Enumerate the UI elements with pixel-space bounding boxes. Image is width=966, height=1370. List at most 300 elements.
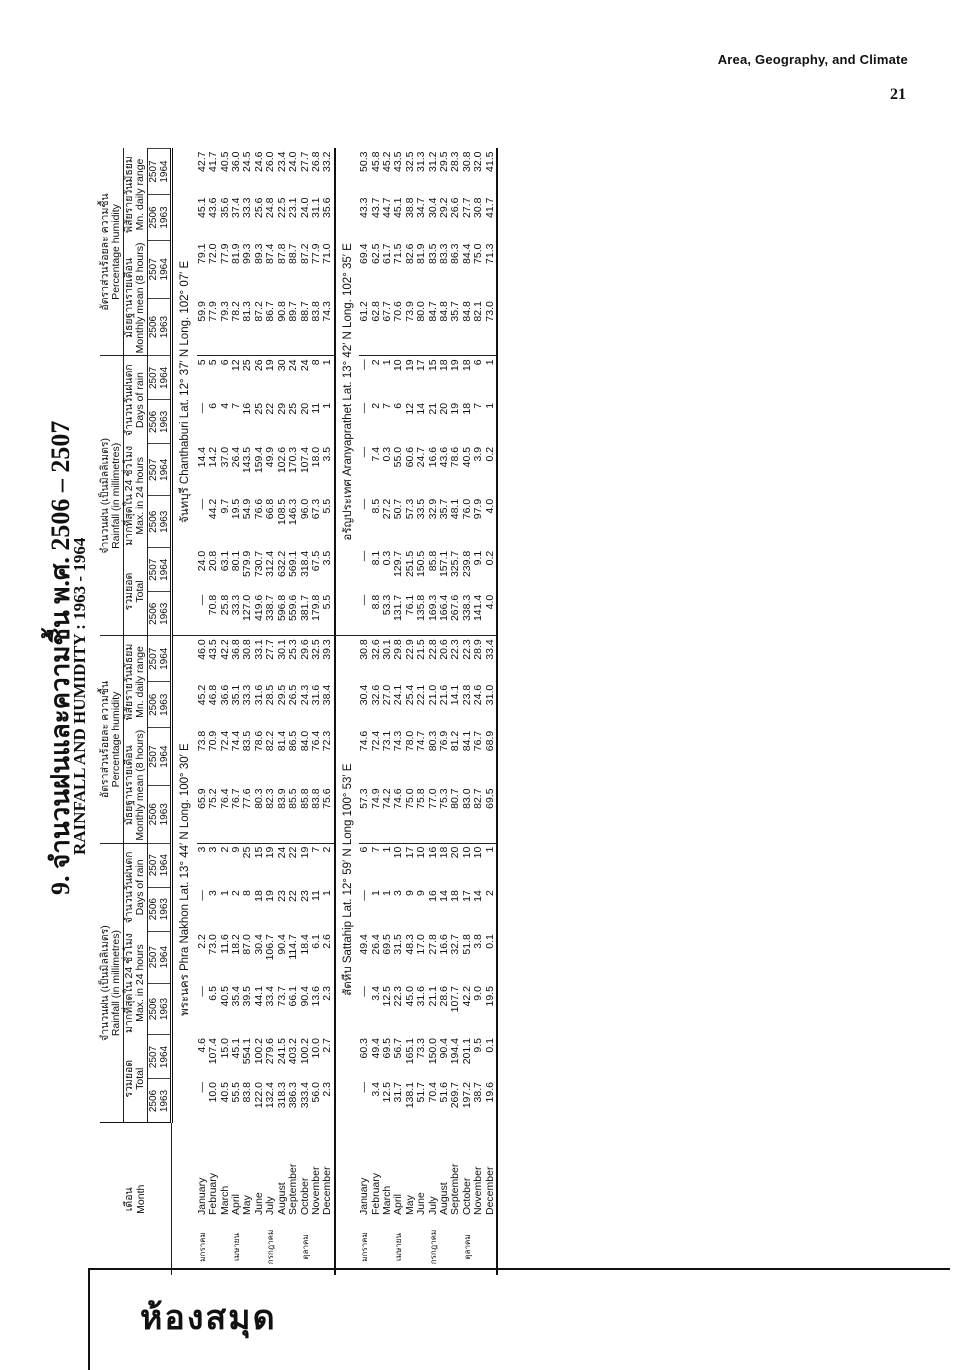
- table-cell: 23.1: [287, 197, 300, 218]
- table-cell: 26.0: [264, 151, 277, 172]
- table-cell: 12: [230, 359, 243, 372]
- year-label: 1963: [159, 592, 172, 636]
- table-cell: 6.5: [207, 986, 220, 1001]
- table-cell: 28.9: [472, 639, 485, 660]
- table-cell: 69.5: [380, 934, 393, 955]
- month-label: September: [287, 1163, 300, 1215]
- table-cell: 74.6: [393, 785, 404, 843]
- year-label: 2507: [147, 1035, 159, 1079]
- table-cell: 68.9: [485, 728, 497, 786]
- table-cell: 80.3: [254, 785, 265, 843]
- table-cell: 81.4: [275, 730, 288, 752]
- rainfall-group-header-left: [100, 843, 123, 1123]
- table-cell: 129.7: [392, 550, 405, 578]
- table-cell: 12.5: [380, 986, 393, 1007]
- thai-month-label: [473, 1219, 484, 1275]
- table-cell: 8.8: [371, 592, 382, 636]
- table-cell: 179.8: [311, 592, 322, 636]
- table-cell: 45.2: [195, 684, 208, 706]
- table-cell: 73.9: [405, 298, 416, 356]
- table-cell: 4.0: [485, 592, 497, 636]
- table-cell: 45.0: [403, 986, 416, 1007]
- table-cell: 97.9: [472, 498, 485, 520]
- table-cell: 50.3: [358, 151, 371, 172]
- table-cell: 82.6: [403, 243, 416, 264]
- table-cell: 2: [369, 402, 382, 409]
- table-cell: 82.3: [265, 785, 276, 843]
- table-cell: 18.4: [298, 934, 311, 955]
- column-header-thai: จำนวนวันฝนตก: [122, 364, 135, 437]
- table-cell: 31.6: [309, 684, 322, 706]
- table-cell: 14.4: [195, 446, 208, 468]
- table-cell: 3: [207, 890, 220, 896]
- table-cell: 32.5: [403, 151, 416, 172]
- table-cell: 43.5: [207, 639, 220, 660]
- month-label: June: [252, 1192, 265, 1215]
- table-cell: 2.2: [195, 934, 208, 949]
- table-cell: 14.2: [207, 446, 220, 468]
- table-cell: 43.6: [437, 446, 450, 468]
- month-label: February: [207, 1172, 220, 1215]
- table-cell: 24.0: [287, 151, 300, 172]
- column-header-english: Mn. daily range: [134, 158, 147, 231]
- table-cell: 8: [241, 890, 254, 896]
- table-row: [416, 149, 427, 1276]
- table-cell: 239.8: [460, 550, 473, 578]
- year-label: 2506: [147, 887, 159, 931]
- table-number: 9.: [46, 875, 75, 895]
- table-cell: 2: [230, 890, 243, 896]
- table-cell: 15.0: [218, 1038, 231, 1059]
- table-cell: 15: [426, 359, 439, 372]
- month-label: February: [369, 1172, 382, 1215]
- table-cell: 19.5: [230, 498, 243, 520]
- table-cell: 39.5: [241, 986, 254, 1007]
- thai-month-label: กรกฎาคม: [266, 1229, 276, 1265]
- table-cell: 19: [449, 359, 462, 372]
- table-cell: 7.4: [369, 446, 382, 462]
- station-name-thai: จันทบุรี: [179, 487, 192, 523]
- rainfall-group-thai: จำนวนฝน (เป็นมิลลิเมตร): [99, 925, 111, 1041]
- table-cell: 28.5: [264, 684, 277, 706]
- table-cell: 1: [485, 843, 497, 887]
- rotated-table-block: [40, 105, 930, 1275]
- thai-month-label: [322, 1219, 334, 1275]
- table-cell: 74.3: [392, 730, 405, 752]
- column-header-thai: มัธยฐานรายเดือน: [122, 745, 135, 826]
- table-cell: 43.7: [369, 197, 382, 218]
- table-cell: 169.3: [428, 592, 439, 636]
- table-cell: 48.1: [449, 498, 462, 520]
- table-cell: 73.3: [415, 1038, 428, 1059]
- table-cell: 33.4: [485, 636, 497, 682]
- table-cell: 79.3: [220, 298, 231, 356]
- table-cell: 318.3: [275, 1082, 288, 1109]
- table-cell: 48.3: [403, 934, 416, 955]
- table-cell: 106.7: [264, 934, 277, 961]
- rainfall-group-thai: จำนวนฝน (เป็นมิลลิเมตร): [99, 437, 111, 554]
- table-cell: 36.0: [230, 151, 243, 172]
- month-label: October: [298, 1177, 311, 1215]
- table-cell: 61.7: [380, 243, 393, 264]
- month-header: [100, 1123, 172, 1275]
- column-header-days-of-rain: [123, 356, 147, 444]
- column-header-english: Days of rain: [134, 372, 147, 429]
- table-cell: 251.5: [403, 550, 416, 578]
- year-label: 1964: [159, 548, 172, 592]
- table-row: [208, 149, 219, 1276]
- year-label: 2507: [147, 241, 159, 299]
- table-cell: 60.6: [403, 446, 416, 468]
- table-cell: 45.1: [230, 1038, 243, 1059]
- table-cell: 75.6: [322, 785, 334, 843]
- table-cell: 22.5: [275, 197, 288, 218]
- table-cell: 100.2: [298, 1038, 311, 1065]
- table-cell: 5: [207, 359, 220, 366]
- table-cell: 0.2: [485, 444, 497, 496]
- table-cell: 69.5: [485, 785, 497, 843]
- table-cell: 13.6: [309, 986, 322, 1007]
- year-label: 2507: [147, 843, 159, 887]
- table-cell: 141.4: [473, 592, 484, 636]
- table-cell: 18: [437, 846, 450, 859]
- table-cell: 30.8: [358, 639, 371, 660]
- table-cell: 201.1: [460, 1038, 473, 1065]
- table-cell: 25.3: [287, 639, 300, 660]
- table-cell: 386.3: [287, 1082, 300, 1109]
- table-cell: 49.4: [369, 1038, 382, 1059]
- table-cell: 86.5: [287, 730, 300, 752]
- table-cell: 73.1: [380, 730, 393, 752]
- table-cell: 1: [218, 890, 231, 896]
- table-cell: 16: [426, 890, 439, 902]
- humidity-group-english: Percentage humidity: [110, 691, 123, 788]
- table-cell: 40.5: [218, 986, 231, 1007]
- table-cell: 99.3: [241, 243, 254, 264]
- table-cell: 80.0: [416, 298, 427, 356]
- table-cell: 87.4: [264, 243, 277, 264]
- table-cell: 76.9: [437, 730, 450, 752]
- table-cell: 66.1: [287, 986, 300, 1007]
- table-cell: 6.1: [309, 934, 322, 949]
- table-cell: 22.9: [403, 639, 416, 660]
- table-cell: 82.1: [473, 298, 484, 356]
- table-cell: 35.6: [322, 195, 334, 241]
- table-cell: 30.8: [241, 639, 254, 660]
- thai-month-label: [485, 1219, 497, 1275]
- year-label: 1963: [159, 887, 172, 931]
- table-cell: 72.4: [369, 730, 382, 752]
- thai-month-label: [254, 1219, 265, 1275]
- thai-month-label: [288, 1219, 299, 1275]
- table-cell: 69.4: [358, 243, 371, 264]
- thai-month-label: [242, 1219, 253, 1275]
- table-cell: 31.3: [415, 151, 428, 172]
- table-cell: 333.4: [298, 1082, 311, 1109]
- table-cell: 9: [403, 890, 416, 896]
- table-cell: 65.9: [197, 785, 208, 843]
- table-cell: 31.7: [392, 1082, 405, 1103]
- table-cell: 0.1: [485, 931, 497, 983]
- table-cell: 76.4: [309, 730, 322, 752]
- table-cell: 0.1: [485, 1035, 497, 1079]
- table-cell: 127.0: [242, 592, 253, 636]
- table-cell: 10.0: [309, 1038, 322, 1059]
- table-cell: 70.4: [426, 1082, 439, 1103]
- thai-month-label: [311, 1219, 322, 1275]
- table-cell: 2: [322, 843, 334, 887]
- year-label: 2507: [147, 444, 159, 496]
- table-cell: 33.3: [241, 197, 254, 218]
- table-cell: 102.6: [275, 446, 288, 474]
- table-cell: 53.3: [382, 592, 393, 636]
- table-cell: 24: [298, 359, 311, 372]
- table-cell: 596.8: [277, 592, 288, 636]
- table-cell: 87.8: [275, 243, 288, 264]
- table-cell: 83.3: [437, 243, 450, 264]
- table-cell: 80.1: [230, 550, 243, 572]
- table-cell: 9.7: [218, 498, 231, 514]
- table-cell: 143.5: [241, 446, 254, 474]
- table-cell: 269.7: [449, 1082, 462, 1109]
- thai-month-label: [208, 1219, 219, 1275]
- year-label: 1964: [159, 636, 172, 682]
- month-label: August: [437, 1182, 450, 1215]
- table-cell: 73.7: [275, 986, 288, 1007]
- month-label: October: [460, 1177, 473, 1215]
- table-cell: 41.7: [485, 195, 497, 241]
- table-cell: 26.5: [287, 684, 300, 706]
- table-cell: 14: [415, 402, 428, 415]
- table-cell: 26.8: [309, 151, 322, 172]
- table-cell: 42.2: [460, 986, 473, 1007]
- month-label: July: [426, 1196, 439, 1215]
- table-cell: 30.4: [426, 197, 439, 218]
- table-cell: 135.8: [416, 592, 427, 636]
- thai-month-label: มกราคม: [197, 1232, 207, 1262]
- table-cell: 27.0: [380, 684, 393, 706]
- column-header-monthly-mean: [123, 241, 147, 356]
- table-cell: 83.5: [426, 243, 439, 264]
- table-cell: 78.6: [449, 446, 462, 468]
- table-cell: 81.9: [230, 243, 243, 264]
- table-cell: 24.5: [241, 151, 254, 172]
- table-cell: 132.4: [264, 1082, 277, 1109]
- table-cell: 25.4: [403, 684, 416, 706]
- table-cell: 27.7: [298, 151, 311, 172]
- station-name-english: Phra Nakhon: [179, 903, 192, 972]
- table-cell: 338.3: [462, 592, 473, 636]
- table-cell: 325.7: [449, 550, 462, 578]
- library-stamp: ห้องสมุด: [140, 1298, 277, 1338]
- table-cell: 22: [287, 890, 300, 902]
- table-cell: 157.1: [437, 550, 450, 578]
- table-cell: 40.5: [218, 151, 231, 172]
- table-cell: 19: [449, 402, 462, 415]
- year-label: 2506: [147, 195, 159, 241]
- table-cell: 80.3: [426, 730, 439, 752]
- month-label: March: [218, 1185, 231, 1215]
- column-header-row: [123, 149, 147, 1276]
- table-cell: 170.3: [287, 446, 300, 474]
- table-cell: 122.0: [252, 1082, 265, 1109]
- table-cell: 35.1: [230, 684, 243, 706]
- column-header-english: Monthly mean (8 hours): [134, 729, 147, 841]
- station-coordinates: Lat. 12° 37′ N Long. 102° 07′ E: [179, 260, 192, 419]
- table-cell: 37.4: [230, 197, 243, 218]
- table-cell: 77.6: [242, 785, 253, 843]
- table-cell: 20: [298, 402, 311, 415]
- table-cell: 81.9: [415, 243, 428, 264]
- month-label: June: [415, 1192, 428, 1215]
- table-cell: 45.1: [392, 197, 405, 218]
- table-cell: 30.8: [472, 197, 485, 218]
- table-cell: 10: [472, 846, 485, 859]
- year-label: 1964: [159, 149, 172, 195]
- table-cell: 89.7: [288, 298, 299, 356]
- table-cell: 18: [449, 890, 462, 902]
- table-cell: 57.3: [359, 785, 370, 843]
- table-cell: 56.7: [392, 1038, 405, 1059]
- year-label: 1964: [159, 1035, 172, 1079]
- table-cell: 11.6: [218, 934, 231, 954]
- table-cell: 3.5: [322, 444, 334, 496]
- table-cell: 43.6: [207, 197, 220, 218]
- table-row: [288, 149, 299, 1276]
- table-cell: 6: [472, 359, 485, 366]
- table-cell: 2: [369, 359, 382, 366]
- table-cell: 18.2: [230, 934, 243, 955]
- table-cell: 24.1: [392, 684, 405, 706]
- table-cell: 84.4: [460, 243, 473, 264]
- table-cell: 22.1: [415, 684, 428, 706]
- month-label: September: [449, 1163, 462, 1215]
- year-label: 2507: [147, 356, 159, 400]
- table-cell: 49.9: [264, 446, 277, 468]
- year-label: 1964: [159, 356, 172, 400]
- table-cell: 2.6: [322, 931, 334, 983]
- column-header-english: Max. in 24 hours: [134, 457, 147, 535]
- table-cell: 61.2: [359, 298, 370, 356]
- column-header-thai: พิสัยรายวันมัธยม: [122, 643, 135, 721]
- station-name-english: Chanthaburi: [179, 421, 192, 485]
- month-label: April: [230, 1193, 243, 1215]
- table-cell: 33.3: [241, 684, 254, 706]
- column-header-thai: รวมยอด: [122, 572, 135, 611]
- table-cell: 74.2: [382, 785, 393, 843]
- column-header-daily-range: [123, 636, 147, 728]
- table-cell: 35.7: [437, 498, 450, 520]
- year-label: 2507: [147, 728, 159, 786]
- table-cell: 3.4: [369, 986, 382, 1001]
- table-cell: 51.8: [460, 934, 473, 955]
- table-cell: 67.5: [309, 550, 322, 572]
- table-cell: 5: [195, 359, 208, 366]
- thai-month-label: [450, 1219, 461, 1275]
- table-cell: 33.4: [264, 986, 277, 1007]
- table-cell: 7: [472, 402, 485, 409]
- table-cell: 26.6: [449, 197, 462, 218]
- year-label: 2506: [147, 400, 159, 444]
- table-cell: 45.2: [380, 151, 393, 172]
- year-label: 1964: [159, 444, 172, 496]
- table-cell: 5.5: [322, 496, 334, 548]
- column-header-max-24h: [123, 931, 147, 1035]
- table-cell: 72.3: [322, 728, 334, 786]
- table-cell: 32.0: [472, 151, 485, 172]
- table-cell: 21.0: [426, 684, 439, 706]
- table-cell: 35.4: [230, 986, 243, 1007]
- table-cell: 9: [415, 890, 428, 896]
- table-cell: 77.9: [208, 298, 219, 356]
- table-cell: 25.8: [220, 592, 231, 636]
- table-cell: 42.7: [195, 151, 208, 172]
- table-cell: 69.5: [380, 1038, 393, 1059]
- station-name-thai: พระนคร: [179, 974, 192, 1016]
- year-label: 1964: [159, 843, 172, 887]
- thai-month-label: [405, 1219, 416, 1275]
- thai-month-label: ตุลาคม: [300, 1234, 310, 1260]
- table-cell: 29.6: [298, 639, 311, 660]
- month-label: August: [275, 1182, 288, 1215]
- table-cell: 33.1: [252, 639, 265, 660]
- column-header-total: [123, 1035, 147, 1123]
- table-cell: —: [358, 1082, 371, 1093]
- table-cell: 77.9: [218, 243, 231, 264]
- table-cell: 84.8: [439, 298, 450, 356]
- table-cell: 51.6: [437, 1082, 450, 1103]
- table-cell: 24: [287, 359, 300, 372]
- column-header-days-of-rain: [123, 843, 147, 931]
- table-cell: 41.5: [485, 149, 497, 195]
- table-cell: 78.2: [231, 298, 242, 356]
- table-cell: 10.0: [207, 1082, 220, 1103]
- column-header-english: Total: [134, 1067, 147, 1090]
- rainfall-humidity-table: [100, 148, 498, 1275]
- table-cell: 34.7: [415, 197, 428, 218]
- table-cell: 10: [392, 359, 405, 372]
- table-cell: 10: [460, 846, 473, 859]
- column-header-thai: จำนวนวันฝนตก: [122, 851, 135, 924]
- table-cell: 55.0: [392, 446, 405, 468]
- table-cell: 86.3: [449, 243, 462, 264]
- table-cell: 82.7: [473, 785, 484, 843]
- table-cell: 403.2: [287, 1038, 300, 1065]
- table-cell: 30.8: [460, 151, 473, 172]
- table-cell: 279.6: [264, 1038, 277, 1065]
- table-cell: 76.6: [252, 498, 265, 520]
- table-cell: 14: [472, 890, 485, 902]
- month-header-thai: เดือน: [123, 1187, 136, 1212]
- table-cell: 7: [230, 402, 243, 409]
- table-cell: 11: [309, 402, 322, 414]
- table-cell: 24: [275, 846, 288, 859]
- table-cell: —: [358, 550, 371, 562]
- table-cell: 70.6: [393, 298, 404, 356]
- table-cell: 25: [241, 359, 254, 372]
- table-cell: 318.4: [298, 550, 311, 578]
- table-cell: 42.2: [218, 639, 231, 660]
- table-cell: 1: [380, 359, 393, 366]
- table-cell: 3.5: [322, 548, 334, 592]
- table-cell: 71.0: [322, 241, 334, 299]
- table-cell: 24.3: [298, 684, 311, 706]
- table-cell: 26.4: [369, 934, 382, 955]
- table-cell: 554.1: [241, 1038, 254, 1065]
- table-row: [359, 149, 370, 1276]
- month-label: April: [392, 1193, 405, 1215]
- column-header-english: Max. in 24 hours: [134, 944, 147, 1022]
